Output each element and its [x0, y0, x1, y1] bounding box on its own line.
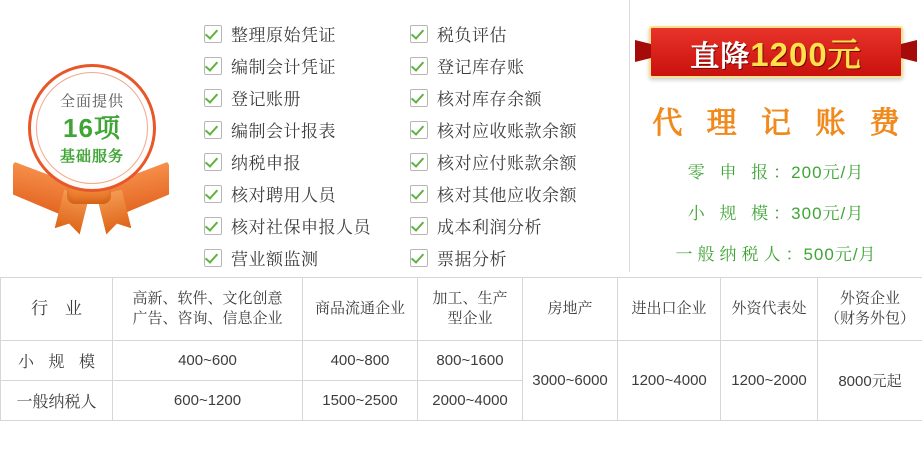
list-item: [204, 114, 410, 145]
badge-column: [0, 0, 190, 272]
seal-text: [28, 64, 156, 192]
check-icon: [410, 57, 428, 75]
service-list: [190, 0, 630, 272]
list-item: [204, 178, 410, 209]
price-drop-prefix: 直降: [690, 40, 751, 73]
list-item: [410, 242, 628, 273]
row-label: 小 规 模: [1, 341, 113, 381]
header-line: 广告、咨询、信息企业: [132, 310, 283, 327]
rates-table-wrapper: [0, 277, 922, 421]
header-line: 外资企业: [839, 289, 900, 307]
list-item: [410, 18, 628, 49]
check-icon: [204, 217, 222, 235]
table-header-cell: [818, 278, 922, 341]
list-item: [204, 18, 410, 49]
check-icon: [204, 185, 222, 203]
header-line: 房地产: [547, 299, 593, 317]
service-label: 整理原始凭证: [231, 26, 336, 45]
service-label: 编制会计报表: [231, 122, 336, 141]
service-label: 纳税申报: [231, 154, 301, 173]
price-drop-amount: 1200元: [750, 35, 862, 73]
header-line: 进出口企业: [631, 299, 707, 317]
check-icon: [204, 121, 222, 139]
check-icon: [410, 153, 428, 171]
check-icon: [204, 89, 222, 107]
header-line: 加工、生产: [432, 289, 508, 307]
service-label: 票据分析: [437, 250, 507, 269]
header-line: 外资代表处: [731, 299, 807, 317]
list-item: [204, 210, 410, 241]
service-label: 成本利润分析: [437, 218, 542, 237]
header-line: 型企业: [447, 310, 493, 327]
service-seal: [15, 56, 175, 226]
table-cell-merged: 8000元起: [818, 341, 922, 421]
service-label: 核对聘用人员: [231, 186, 336, 205]
table-header-cell: [721, 278, 818, 341]
table-header-cell: [418, 278, 523, 341]
table-cell: 2000~4000: [418, 381, 523, 421]
check-icon: [204, 249, 222, 267]
price-row-label: 一般纳税人: [675, 245, 786, 264]
table-cell: 800~1600: [418, 341, 523, 381]
check-icon: [204, 153, 222, 171]
check-icon: [410, 249, 428, 267]
rates-table: [0, 277, 922, 421]
price-row: 一般纳税人：500元/月: [675, 245, 877, 264]
table-cell-merged: 1200~2000: [721, 341, 818, 421]
table-cell: 1500~2500: [303, 381, 418, 421]
list-item: [204, 82, 410, 113]
row-label: 一般纳税人: [1, 381, 113, 421]
promo-panel: [630, 0, 922, 272]
check-icon: [204, 25, 222, 43]
list-item: [410, 82, 628, 113]
service-label: 登记账册: [231, 90, 301, 109]
service-label: 核对社保申报人员: [231, 218, 371, 237]
price-row-value: 500元/月: [803, 245, 877, 264]
service-label: 核对库存余额: [437, 90, 542, 109]
list-item: [410, 114, 628, 145]
service-label: 登记库存账: [437, 58, 525, 77]
table-cell-merged: 1200~4000: [618, 341, 721, 421]
service-label: 核对其他应收余额: [437, 186, 577, 205]
check-icon: [410, 217, 428, 235]
price-row-value: 300元/月: [791, 204, 865, 223]
check-icon: [204, 57, 222, 75]
list-item: [204, 146, 410, 177]
service-label: 核对应收账款余额: [437, 122, 577, 141]
price-row-label: 零 申 报: [687, 163, 774, 182]
check-icon: [410, 25, 428, 43]
price-drop-text: [690, 29, 861, 76]
price-row: 小 规 模：300元/月: [687, 204, 865, 223]
price-row: 零 申 报：200元/月: [687, 163, 865, 182]
seal-line-2: 16项: [63, 113, 121, 144]
table-header-row: [1, 278, 922, 341]
service-column-1: [204, 18, 410, 272]
header-line: 高新、软件、文化创意: [132, 289, 283, 307]
table-cell: 600~1200: [113, 381, 303, 421]
price-row-value: 200元/月: [791, 163, 865, 182]
table-header-cell: [303, 278, 418, 341]
list-item: [410, 50, 628, 81]
list-item: [204, 242, 410, 273]
list-item: [410, 146, 628, 177]
check-icon: [410, 185, 428, 203]
list-item: [204, 50, 410, 81]
table-header-cell: [618, 278, 721, 341]
header-line: （财务外包）: [824, 310, 915, 327]
table-header-cell: [113, 278, 303, 341]
price-row-label: 小 规 模: [687, 204, 774, 223]
list-item: [410, 178, 628, 209]
table-header-cell: [523, 278, 618, 341]
service-column-2: [410, 18, 628, 272]
check-icon: [410, 89, 428, 107]
price-drop-banner: [649, 26, 903, 78]
service-label: 营业额监测: [231, 250, 319, 269]
table-row: [1, 341, 922, 381]
table-cell: 400~800: [303, 341, 418, 381]
seal-line-3: 基础服务: [59, 147, 124, 165]
list-item: [410, 210, 628, 241]
service-label: 税负评估: [437, 26, 507, 45]
service-label: 编制会计凭证: [231, 58, 336, 77]
seal-line-1: 全面提供: [59, 93, 124, 111]
service-label: 核对应付账款余额: [437, 154, 577, 173]
table-header-industry: 行 业: [1, 278, 113, 341]
table-cell-merged: 3000~6000: [523, 341, 618, 421]
promo-title: 代 理 记 账 费: [652, 107, 908, 140]
header-line: 商品流通企业: [314, 299, 405, 317]
table-cell: 400~600: [113, 341, 303, 381]
check-icon: [410, 121, 428, 139]
